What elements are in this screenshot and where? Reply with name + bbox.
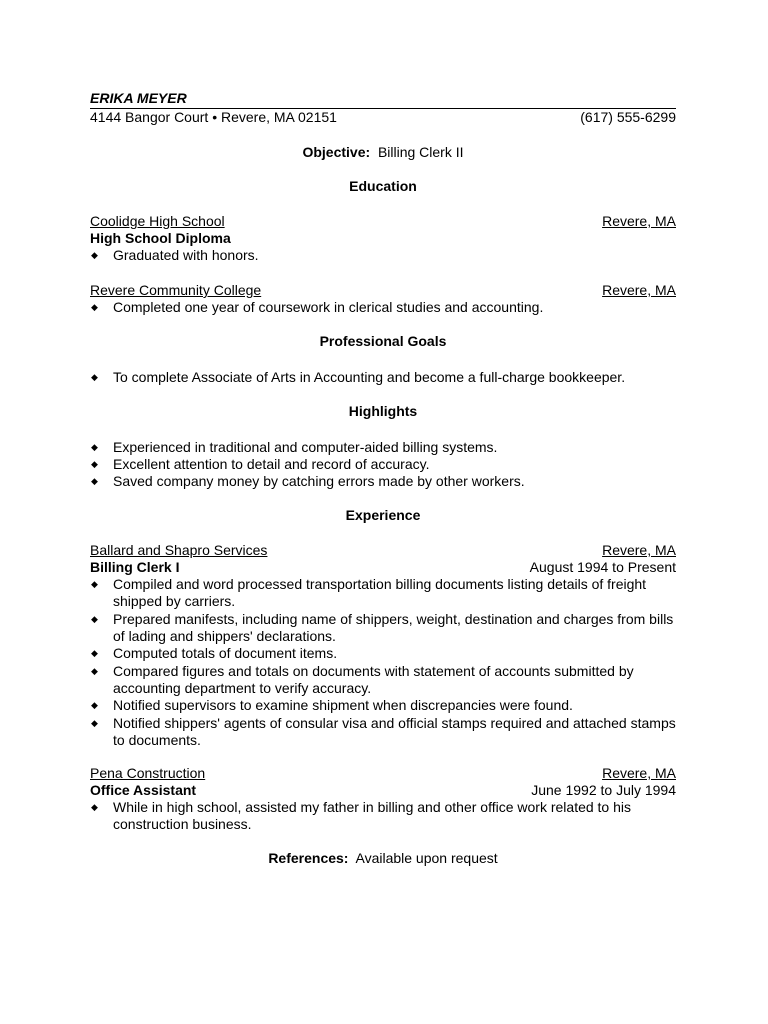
list-item: ◆ Prepared manifests, including name of shippers, weight, destination and charges from bills of lading and shippers' declarations. — [90, 611, 676, 645]
school-location: Revere, MA — [602, 282, 676, 298]
job-bullets — [90, 576, 676, 749]
school-entry — [90, 213, 676, 264]
school-name: Revere Community College — [90, 282, 262, 298]
objective-label: Objective: — [302, 144, 371, 160]
school-bullets — [90, 247, 676, 264]
list-item: ◆ Completed one year of coursework in clerical studies and accounting. — [90, 299, 676, 316]
job-entry — [90, 542, 676, 749]
goals-bullets — [90, 369, 676, 386]
company-location: Revere, MA — [602, 765, 676, 781]
list-item: ◆ Notified shippers' agents of consular visa and official stamps required and attached stamps to documents. — [90, 715, 676, 749]
company-name: Ballard and Shapro Services — [90, 542, 268, 558]
job-title: Office Assistant — [90, 782, 197, 798]
school-location: Revere, MA — [602, 213, 676, 229]
degree: High School Diploma — [90, 230, 231, 246]
applicant-name: ERIKA MEYER — [90, 90, 187, 106]
list-item: ◆ Graduated with honors. — [90, 247, 676, 264]
list-item: ◆ Compared figures and totals on documents with statement of accounts submitted by accounting department to verify accuracy. — [90, 663, 676, 697]
education-heading: Education — [349, 178, 417, 194]
job-dates: June 1992 to July 1994 — [531, 782, 676, 798]
company-name: Pena Construction — [90, 765, 206, 781]
references-line — [90, 850, 676, 867]
experience-heading: Experience — [345, 507, 421, 523]
school-bullets — [90, 299, 676, 316]
list-item: ◆ Notified supervisors to examine shipment when discrepancies were found. — [90, 697, 676, 714]
references-value: Available upon request — [355, 850, 498, 866]
goals-heading: Professional Goals — [319, 333, 447, 349]
job-dates: August 1994 to Present — [529, 559, 676, 575]
job-title: Billing Clerk I — [90, 559, 180, 575]
list-item: ◆ Excellent attention to detail and record of accuracy. — [90, 456, 676, 473]
highlights-heading: Highlights — [348, 403, 418, 419]
list-item: ◆ Experienced in traditional and computer-aided billing systems. — [90, 439, 676, 456]
school-name: Coolidge High School — [90, 213, 225, 229]
resume-content — [90, 90, 676, 867]
list-item: ◆ Saved company money by catching errors made by other workers. — [90, 473, 676, 490]
company-location: Revere, MA — [602, 542, 676, 558]
objective-line — [90, 144, 676, 161]
phone-number: (617) 555-6299 — [580, 109, 676, 125]
list-item: ◆ While in high school, assisted my father in billing and other office work related to his construction business. — [90, 799, 676, 833]
highlights-bullets — [90, 439, 676, 490]
contact-row — [90, 108, 676, 126]
list-item: ◆ To complete Associate of Arts in Accounting and become a full-charge bookkeeper. — [90, 369, 676, 386]
list-item: ◆ Compiled and word processed transportation billing documents listing details of freight shipped by carriers. — [90, 576, 676, 610]
job-bullets — [90, 799, 676, 833]
list-item: ◆ Computed totals of document items. — [90, 645, 676, 662]
address: 4144 Bangor Court • Revere, MA 02151 — [90, 109, 337, 125]
objective-value: Billing Clerk II — [377, 144, 464, 160]
school-entry — [90, 282, 676, 316]
references-label: References: — [268, 850, 349, 866]
job-entry — [90, 765, 676, 833]
